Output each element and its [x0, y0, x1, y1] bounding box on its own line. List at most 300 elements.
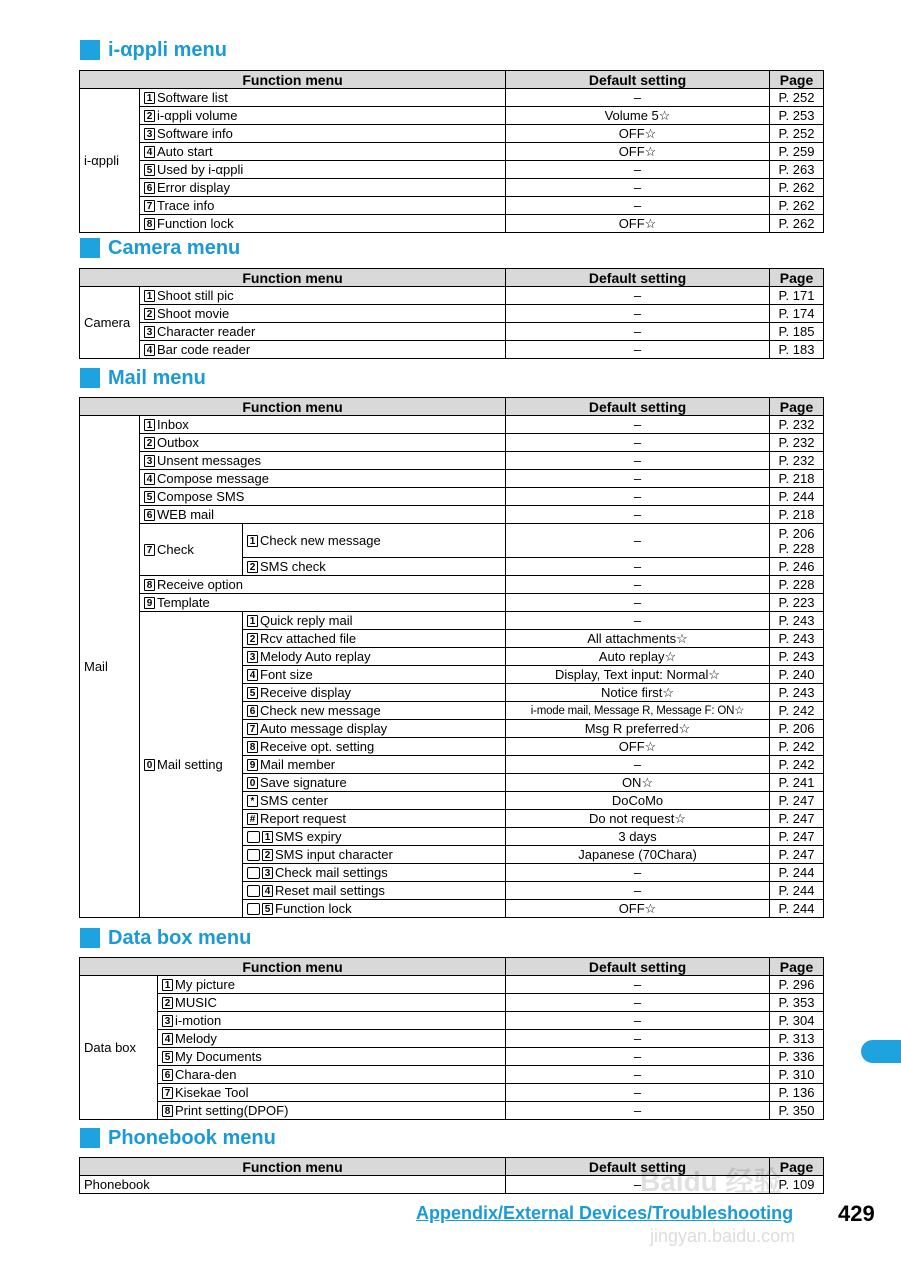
number-key-icon: 4 [144, 146, 155, 158]
header-page: Page [770, 269, 824, 287]
menu-item-label: Font size [260, 666, 313, 682]
menu-item-label: Character reader [157, 323, 256, 339]
number-key-icon: 1 [262, 831, 273, 843]
section-heading-iappli [80, 37, 227, 63]
menu-item-label: Used by i-αppli [157, 161, 244, 177]
default-value: – [506, 323, 770, 341]
menu-item [140, 323, 506, 341]
menu-item-mail-setting [140, 612, 243, 918]
camera-table [79, 268, 824, 359]
default-value: – [506, 287, 770, 305]
footer-chapter-link[interactable]: Appendix/External Devices/Troubleshooting [416, 1203, 794, 1223]
table-row [80, 1084, 824, 1102]
table-row [80, 524, 824, 558]
menu-key-icon [247, 831, 260, 843]
menu-item-label: Mail setting [157, 756, 223, 772]
table-row [80, 107, 824, 125]
menu-subitem [243, 810, 506, 828]
menu-item [140, 197, 506, 215]
number-key-icon: 4 [262, 885, 273, 897]
table-row [80, 994, 824, 1012]
default-value: i-mode mail, Message R, Message F: ON☆ [506, 702, 770, 720]
menu-subitem [243, 666, 506, 684]
menu-subitem [243, 774, 506, 792]
page-ref: P. 232 [770, 452, 824, 470]
default-value: – [506, 612, 770, 630]
table-row [80, 287, 824, 305]
menu-item [158, 1066, 506, 1084]
section-square-icon [80, 368, 100, 388]
page-ref: P. 136 [770, 1084, 824, 1102]
default-value: – [506, 452, 770, 470]
table-row [80, 1048, 824, 1066]
number-key-icon: 7 [144, 200, 155, 212]
number-key-icon: 2 [262, 849, 273, 861]
page-ref: P. 353 [770, 994, 824, 1012]
iappli-table [79, 70, 824, 233]
number-key-icon: 3 [144, 455, 155, 467]
default-value: Volume 5☆ [506, 107, 770, 125]
menu-subitem [243, 756, 506, 774]
menu-item-label: Receive option [157, 576, 243, 592]
default-value: – [506, 161, 770, 179]
side-index-tab [861, 1040, 901, 1063]
table-row [80, 576, 824, 594]
section-title: Data box menu [108, 926, 252, 949]
menu-item-label: My picture [175, 976, 235, 992]
menu-item-label: Check mail settings [275, 864, 388, 880]
watermark-logo: Baidu 经验 [640, 1166, 782, 1197]
menu-subitem [243, 702, 506, 720]
section-heading-phonebook [80, 1125, 276, 1151]
table-row [80, 1066, 824, 1084]
table-row [80, 488, 824, 506]
default-value: OFF☆ [506, 738, 770, 756]
table-row [80, 506, 824, 524]
menu-item-label: Save signature [260, 774, 347, 790]
menu-subitem [243, 864, 506, 882]
page-ref: P. 242 [770, 738, 824, 756]
number-key-icon: 7 [144, 544, 155, 556]
default-value: OFF☆ [506, 900, 770, 918]
page-ref: P. 262 [770, 179, 824, 197]
header-default-setting: Default setting [506, 269, 770, 287]
table-row [80, 323, 824, 341]
page-ref: P. 350 [770, 1102, 824, 1120]
menu-item [140, 161, 506, 179]
menu-subitem [243, 882, 506, 900]
header-row [80, 71, 824, 89]
menu-key-icon [247, 867, 260, 879]
page-ref: P. 243 [770, 648, 824, 666]
number-key-icon: 8 [144, 579, 155, 591]
default-value: – [506, 506, 770, 524]
page-ref: P. 232 [770, 434, 824, 452]
default-value: – [506, 305, 770, 323]
table-row [80, 1102, 824, 1120]
page-ref: P. 232 [770, 416, 824, 434]
default-value: – [506, 882, 770, 900]
default-value: – [506, 1102, 770, 1120]
header-page: Page [770, 958, 824, 976]
page-ref: P. 174 [770, 305, 824, 323]
number-key-icon: 4 [144, 344, 155, 356]
menu-item-label: Auto message display [260, 720, 388, 736]
default-value: – [506, 179, 770, 197]
menu-item [140, 143, 506, 161]
default-value: DoCoMo [506, 792, 770, 810]
number-key-icon: 5 [144, 491, 155, 503]
page-ref: P. 244 [770, 882, 824, 900]
menu-item-label: Melody [175, 1030, 217, 1046]
number-key-icon: 3 [262, 867, 273, 879]
default-value: Display, Text input: Normal☆ [506, 666, 770, 684]
number-key-icon: 2 [144, 308, 155, 320]
mail-table [79, 397, 824, 918]
page-ref: P. 247 [770, 792, 824, 810]
page-ref [770, 524, 824, 558]
header-function-menu: Function menu [80, 269, 506, 287]
header-default-setting: Default setting [506, 398, 770, 416]
page-ref: P. 240 [770, 666, 824, 684]
menu-item [140, 341, 506, 359]
menu-subitem [243, 612, 506, 630]
number-key-icon: 3 [162, 1015, 173, 1027]
section-title: Phonebook menu [108, 1126, 276, 1149]
page-ref: P. 252 [770, 89, 824, 107]
menu-subitem [243, 792, 506, 810]
table-row [80, 143, 824, 161]
menu-item [140, 506, 506, 524]
table-row [80, 594, 824, 612]
page-ref: P. 171 [770, 287, 824, 305]
category-label: i-αppli [80, 89, 140, 233]
table-row [80, 305, 824, 323]
menu-item-label: Print setting(DPOF) [175, 1102, 289, 1118]
menu-item-label: SMS expiry [275, 828, 342, 844]
page-ref: P. 243 [770, 684, 824, 702]
default-value: – [506, 434, 770, 452]
page-ref: P. 247 [770, 846, 824, 864]
table-row [80, 197, 824, 215]
number-key-icon: 4 [247, 669, 258, 681]
section-square-icon [80, 238, 100, 258]
default-value: – [506, 558, 770, 576]
default-value: – [506, 976, 770, 994]
header-default-setting: Default setting [506, 1158, 770, 1176]
number-key-icon: 6 [247, 705, 258, 717]
menu-item-label: Outbox [157, 434, 199, 450]
menu-item [158, 1048, 506, 1066]
menu-item-label: Kisekae Tool [175, 1084, 249, 1100]
watermark-url: jingyan.baidu.com [650, 1226, 796, 1246]
menu-subitem [243, 900, 506, 918]
menu-item-label: Rcv attached file [260, 630, 357, 646]
menu-subitem [243, 828, 506, 846]
default-value: – [506, 1048, 770, 1066]
databox-table [79, 957, 824, 1120]
page-ref: P. 246 [770, 558, 824, 576]
number-key-icon: 2 [144, 437, 155, 449]
number-key-icon: 1 [144, 290, 155, 302]
header-row [80, 398, 824, 416]
page-ref: P. 218 [770, 506, 824, 524]
menu-item [140, 434, 506, 452]
number-key-icon: 1 [162, 979, 173, 991]
table-row [80, 434, 824, 452]
menu-subitem [243, 648, 506, 666]
number-key-icon: 6 [144, 509, 155, 521]
page-ref: P. 313 [770, 1030, 824, 1048]
table-row [80, 452, 824, 470]
default-value: – [506, 524, 770, 558]
header-function-menu: Function menu [80, 958, 506, 976]
number-key-icon: 2 [162, 997, 173, 1009]
page-ref: P. 109 [770, 1176, 824, 1194]
menu-item-label: Function lock [275, 900, 352, 916]
menu-item-label: Quick reply mail [260, 612, 353, 628]
menu-subitem [243, 524, 506, 558]
category-label: Phonebook [80, 1176, 506, 1194]
page-ref: P. 253 [770, 107, 824, 125]
number-key-icon: 1 [144, 419, 155, 431]
number-key-icon: 9 [247, 759, 258, 771]
default-value: ON☆ [506, 774, 770, 792]
number-key-icon: 0 [247, 777, 258, 789]
table-row [80, 179, 824, 197]
header-page: Page [770, 71, 824, 89]
menu-item [140, 488, 506, 506]
table-row [80, 341, 824, 359]
menu-item-label: Bar code reader [157, 341, 251, 357]
category-label: Camera [80, 287, 140, 359]
default-value: Japanese (70Chara) [506, 846, 770, 864]
number-key-icon: 4 [144, 473, 155, 485]
menu-subitem [243, 630, 506, 648]
section-heading-mail [80, 365, 206, 391]
menu-item-label: SMS center [260, 792, 328, 808]
menu-item-label: Shoot still pic [157, 287, 234, 303]
page-ref: P. 336 [770, 1048, 824, 1066]
menu-subitem [243, 846, 506, 864]
number-key-icon: 6 [162, 1069, 173, 1081]
menu-item [140, 305, 506, 323]
default-value: – [506, 1066, 770, 1084]
menu-item [140, 452, 506, 470]
menu-item-label: Shoot movie [157, 305, 230, 321]
header-default-setting: Default setting [506, 958, 770, 976]
menu-item-label: SMS input character [275, 846, 393, 862]
menu-subitem [243, 684, 506, 702]
page-ref: P. 223 [770, 594, 824, 612]
menu-item-label: Software info [157, 125, 233, 141]
menu-item [158, 976, 506, 994]
default-value: – [506, 594, 770, 612]
page-ref: P. 262 [770, 197, 824, 215]
section-square-icon [80, 1128, 100, 1148]
menu-key-icon [247, 849, 260, 861]
section-heading-camera [80, 235, 240, 261]
table-row [80, 161, 824, 179]
page-ref-1: P. 206 [778, 525, 815, 541]
menu-item-label: Template [157, 594, 210, 610]
number-key-icon: 1 [247, 615, 258, 627]
header-function-menu: Function menu [80, 71, 506, 89]
page-ref: P. 218 [770, 470, 824, 488]
menu-item-label: Report request [260, 810, 346, 826]
number-key-icon: 3 [144, 128, 155, 140]
default-value: Do not request☆ [506, 810, 770, 828]
page-ref: P. 243 [770, 612, 824, 630]
menu-item [140, 215, 506, 233]
menu-item-label: i-αppli volume [157, 107, 238, 123]
number-key-icon: 1 [247, 535, 258, 547]
page-ref: P. 183 [770, 341, 824, 359]
menu-item-label: Receive display [260, 684, 352, 700]
page-ref: P. 304 [770, 1012, 824, 1030]
page-ref: P. 244 [770, 864, 824, 882]
number-key-icon: 3 [247, 651, 258, 663]
menu-item-label: Inbox [157, 416, 189, 432]
menu-item-label: Error display [157, 179, 230, 195]
table-row [80, 612, 824, 630]
number-key-icon: 6 [144, 182, 155, 194]
menu-item [158, 1012, 506, 1030]
default-value: – [506, 470, 770, 488]
page-number: 429 [838, 1201, 875, 1226]
menu-item-label: Auto start [157, 143, 213, 159]
menu-item-check [140, 524, 243, 576]
number-key-icon: 0 [144, 759, 155, 771]
menu-item [140, 594, 506, 612]
default-value: Msg R preferred☆ [506, 720, 770, 738]
default-value: – [506, 341, 770, 359]
number-key-icon: 3 [144, 326, 155, 338]
menu-item [158, 1102, 506, 1120]
menu-subitem [243, 558, 506, 576]
number-key-icon: 2 [144, 110, 155, 122]
page-ref: P. 252 [770, 125, 824, 143]
menu-item [140, 416, 506, 434]
menu-item-label: Unsent messages [157, 452, 262, 468]
default-value: – [506, 89, 770, 107]
page-ref: P. 263 [770, 161, 824, 179]
table-row [80, 1030, 824, 1048]
menu-item-label: MUSIC [175, 994, 217, 1010]
menu-item-label: Check new message [260, 702, 381, 718]
menu-item-label: Melody Auto replay [260, 648, 371, 664]
menu-item-label: Receive opt. setting [260, 738, 375, 754]
menu-item [158, 994, 506, 1012]
page-ref: P. 247 [770, 828, 824, 846]
section-title: Camera menu [108, 236, 241, 259]
page-ref: P. 247 [770, 810, 824, 828]
category-label: Data box [80, 976, 158, 1120]
default-value: Notice first☆ [506, 684, 770, 702]
header-function-menu: Function menu [80, 1158, 506, 1176]
header-page: Page [770, 1158, 824, 1176]
menu-item [140, 470, 506, 488]
default-value: OFF☆ [506, 215, 770, 233]
table-row [80, 976, 824, 994]
menu-item-label: Function lock [157, 215, 234, 231]
number-key-icon: 2 [247, 561, 258, 573]
page-ref: P. 241 [770, 774, 824, 792]
default-value: – [506, 416, 770, 434]
default-value: – [506, 197, 770, 215]
number-key-icon: 7 [247, 723, 258, 735]
menu-item-label: Compose message [157, 470, 269, 486]
page-ref: P. 310 [770, 1066, 824, 1084]
page-ref: P. 262 [770, 215, 824, 233]
category-label: Mail [80, 416, 140, 918]
default-value: All attachments☆ [506, 630, 770, 648]
menu-item-label: Check new message [260, 532, 381, 548]
menu-item-label: Compose SMS [157, 488, 245, 504]
menu-item-label: Chara-den [175, 1066, 237, 1082]
menu-item [140, 576, 506, 594]
default-value: – [506, 1012, 770, 1030]
number-key-icon: 7 [162, 1087, 173, 1099]
default-value: – [506, 1030, 770, 1048]
page-ref: P. 244 [770, 488, 824, 506]
menu-key-icon [247, 885, 260, 897]
number-key-icon: 2 [247, 633, 258, 645]
default-value: – [506, 1084, 770, 1102]
page-ref: P. 243 [770, 630, 824, 648]
default-value: – [506, 756, 770, 774]
section-title: i-αppli menu [108, 38, 227, 61]
default-value: OFF☆ [506, 125, 770, 143]
menu-item [140, 107, 506, 125]
number-key-icon: # [247, 813, 258, 825]
page-ref: P. 228 [770, 576, 824, 594]
number-key-icon: 9 [144, 597, 155, 609]
header-function-menu: Function menu [80, 398, 506, 416]
menu-item-label: Reset mail settings [275, 882, 385, 898]
table-row [80, 416, 824, 434]
page-ref: P. 242 [770, 756, 824, 774]
menu-item [140, 179, 506, 197]
menu-item-label: i-motion [175, 1012, 222, 1028]
menu-item-label: WEB mail [157, 506, 215, 522]
menu-item [158, 1084, 506, 1102]
header-row [80, 269, 824, 287]
menu-item-label: SMS check [260, 558, 326, 574]
number-key-icon: 5 [144, 164, 155, 176]
number-key-icon: 8 [144, 218, 155, 230]
menu-item [158, 1030, 506, 1048]
number-key-icon: 4 [162, 1033, 173, 1045]
page-ref: P. 259 [770, 143, 824, 161]
section-title: Mail menu [108, 366, 206, 389]
page-ref: P. 296 [770, 976, 824, 994]
table-row [80, 1012, 824, 1030]
number-key-icon: 5 [247, 687, 258, 699]
header-default-setting: Default setting [506, 71, 770, 89]
number-key-icon: 8 [162, 1105, 173, 1117]
page-ref: P. 242 [770, 702, 824, 720]
default-value: OFF☆ [506, 143, 770, 161]
default-value: – [506, 994, 770, 1012]
menu-item [140, 89, 506, 107]
menu-item-label: Mail member [260, 756, 336, 772]
default-value: – [506, 864, 770, 882]
default-value: – [506, 488, 770, 506]
default-value: – [506, 576, 770, 594]
table-row [80, 125, 824, 143]
page-ref: P. 185 [770, 323, 824, 341]
